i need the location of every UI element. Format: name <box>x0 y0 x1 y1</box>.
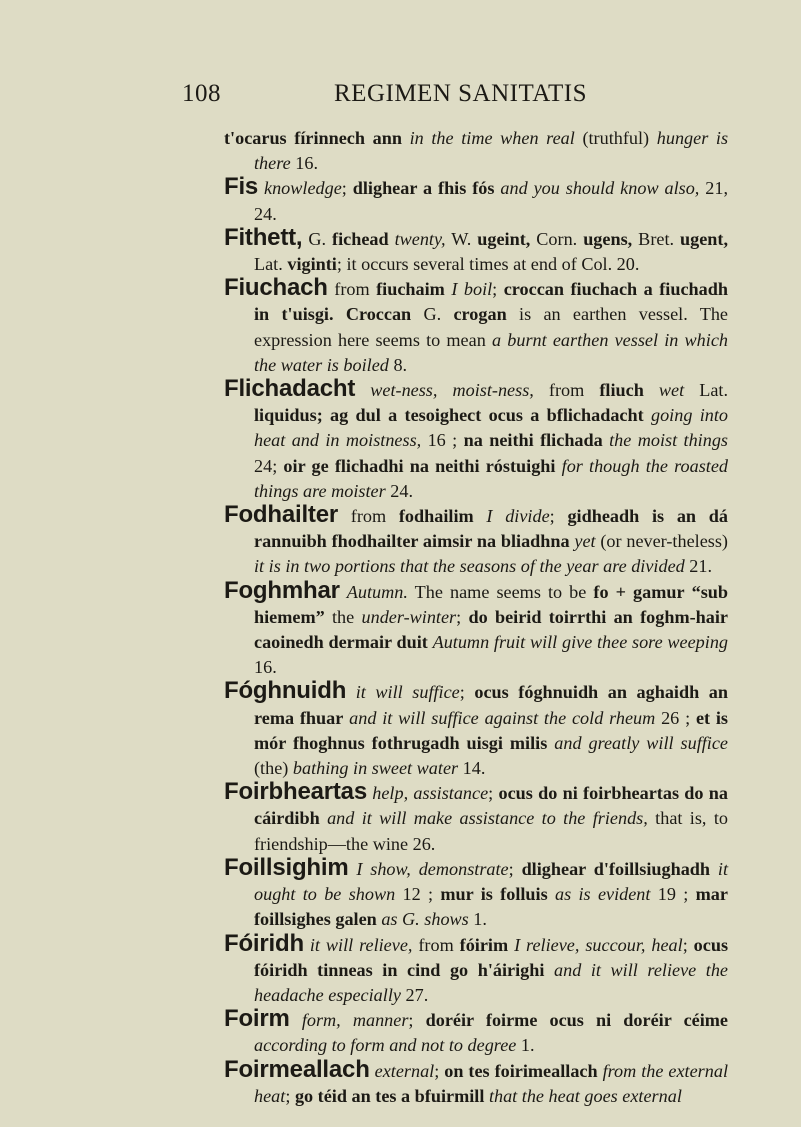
irish-text: crogan <box>453 304 507 325</box>
entry-text: from <box>533 380 600 401</box>
entry-text: ; <box>492 279 504 300</box>
irish-text: mar foillsighes galen <box>254 884 728 930</box>
entry-text: from <box>338 506 399 527</box>
irish-text: ugeint, <box>477 228 531 249</box>
irish-text: oir ge flichadhi na neithi róstuighi <box>283 455 556 476</box>
entry-text <box>474 506 487 526</box>
irish-text: fo + gamur <box>593 581 685 602</box>
english-gloss: hunger is there <box>254 128 729 174</box>
glossary-entry <box>224 778 728 857</box>
headword: Foirm <box>224 1005 290 1033</box>
irish-text: fóirim <box>459 934 509 955</box>
headword: Foillsighim <box>224 853 349 881</box>
english-gloss: knowledge <box>264 178 342 199</box>
entry-text: 12 ; <box>395 884 441 905</box>
english-gloss: and you should know also, <box>500 178 700 199</box>
irish-text: dlighear a fhis fós <box>352 178 495 199</box>
entry-text: Lat. <box>254 254 288 275</box>
entry-text: G. <box>411 304 454 325</box>
headword: Fis <box>224 173 259 201</box>
glossary-entry <box>224 501 729 580</box>
irish-text: fodhailim <box>398 506 474 527</box>
headword: Fithett, <box>224 223 303 251</box>
irish-text: fliuch <box>599 380 644 401</box>
irish-text: mur is folluis <box>440 884 548 905</box>
entry-text: from <box>412 934 460 955</box>
irish-text: liquidus; ag dul a tesoighect ocus a bflichadacht <box>254 405 644 426</box>
glossary-entry <box>224 223 729 277</box>
entry-text: (the) <box>254 758 293 779</box>
english-gloss: under-winter <box>361 606 457 627</box>
english-gloss: it ought to be shown <box>254 858 729 905</box>
irish-text: ugent, <box>680 228 729 249</box>
irish-text: na neithi flichada <box>463 430 603 451</box>
irish-text: et is mór fhoghnus fothrugadh uisgi milis <box>254 707 729 753</box>
entry-text: 16. <box>254 657 277 678</box>
running-title: REGIMEN SANITATIS <box>334 80 588 107</box>
entry-text: ; it occurs several times at end of Col. 20. <box>336 254 640 275</box>
entry-text: The name seems to be <box>407 581 594 602</box>
english-gloss: I divide <box>486 506 550 527</box>
entry-text: is an earthen vessel. The expression here seems to mean <box>254 304 729 350</box>
entry-text: 27. <box>400 984 429 1005</box>
entry-text <box>544 960 554 980</box>
english-gloss: and greatly will suffice <box>554 732 728 753</box>
english-gloss: the moist things <box>609 430 729 451</box>
entry-text <box>685 582 692 602</box>
entry-text: ; <box>434 1060 445 1081</box>
page-number: 108 <box>182 80 221 107</box>
irish-text: ocus fóghnuidh an aghaidh an rema fhuar <box>254 682 728 728</box>
entry-text: 16. <box>290 153 318 174</box>
english-gloss: wet <box>658 380 685 401</box>
glossary-entry <box>224 576 729 681</box>
headword: Flichadacht <box>224 375 356 403</box>
irish-text: fichead <box>332 228 389 249</box>
english-gloss: Autumn. <box>346 581 408 602</box>
english-gloss: and it will make assistance to the friends, <box>327 808 648 829</box>
entry-text <box>346 682 356 702</box>
english-gloss: according to form and not to degree <box>254 1035 517 1056</box>
entry-text: ; <box>682 934 694 955</box>
english-gloss: from the external heat <box>254 1060 728 1106</box>
entry-text: ; <box>456 606 469 627</box>
irish-text: dlighear d'foillsiughadh <box>521 858 711 879</box>
entry-text: ; <box>341 178 353 199</box>
glossary-entries <box>224 126 728 1109</box>
headword: Fodhailter <box>224 501 339 529</box>
entry-text: Lat. <box>684 380 729 401</box>
entry-text: that is, to friendship—the wine 26. <box>254 808 728 854</box>
entry-text: Bret. <box>632 228 681 249</box>
glossary-entry <box>224 677 729 781</box>
entry-text: W. <box>445 228 478 249</box>
entry-text: 16 ; <box>421 430 464 451</box>
page-header <box>182 80 651 114</box>
entry-text: ; <box>508 858 522 879</box>
glossary-entry <box>224 1005 729 1058</box>
english-gloss: for though the roasted things are moister <box>254 455 728 501</box>
english-gloss: it will relieve, <box>309 934 413 955</box>
entry-text: 21. <box>684 556 713 577</box>
irish-text: on tes foirimeallach <box>444 1060 598 1081</box>
english-gloss: yet <box>574 531 596 552</box>
headword: Fóghnuidh <box>224 677 347 705</box>
irish-text: do beirid toirrthi an foghm-hair caoinedh dermair duit <box>254 606 728 653</box>
irish-text: ocus fóiridh tinneas in cind go h'áirighi <box>254 934 729 980</box>
english-gloss: Autumn fruit will give thee sore weeping <box>432 632 729 653</box>
glossary-entry <box>224 375 729 504</box>
glossary-entry <box>224 929 729 1009</box>
entry-text: ; <box>549 506 568 527</box>
english-gloss: going into heat and in moistness, <box>254 405 729 451</box>
headword: Foirbheartas <box>224 778 367 806</box>
english-gloss: bathing in sweet water <box>292 758 459 779</box>
english-gloss: it will suffice <box>355 682 460 703</box>
english-gloss: and it will suffice against the cold rheum <box>349 707 656 728</box>
entry-text: 14. <box>458 758 486 779</box>
irish-text: ocus do ni foirbheartas do na cáirdibh <box>254 783 728 829</box>
entry-text: 8. <box>388 354 408 375</box>
english-gloss: it is in two portions that the seasons of the year are divided <box>254 556 685 577</box>
english-gloss: in the time when real <box>409 128 575 148</box>
entry-text: ; <box>459 682 475 703</box>
english-gloss: a burnt earthen vessel in which the water is boiled <box>254 329 728 375</box>
entry-text: 24. <box>385 480 413 501</box>
english-gloss: as is evident <box>555 884 651 905</box>
headword: Fiuchach <box>224 274 328 302</box>
glossary-entry <box>224 274 729 378</box>
english-gloss: I relieve, succour, heal <box>514 934 683 955</box>
headword: Foirmeallach <box>224 1055 370 1083</box>
entry-text: 26 ; <box>655 707 696 728</box>
irish-text: viginti <box>287 254 337 275</box>
entry-text <box>644 380 659 400</box>
english-gloss: I show, demonstrate <box>356 858 509 879</box>
glossary-entry <box>224 173 729 226</box>
entry-text <box>290 1010 302 1030</box>
headword: Fóiridh <box>224 929 304 957</box>
entry-text: ; <box>488 783 499 804</box>
irish-text: gidheadh is an dá rannuibh fhodhailter aimsir na bliadhna <box>254 506 729 552</box>
entry-text <box>355 380 370 400</box>
entry-text: 21, 24. <box>254 178 729 224</box>
irish-text: croccan fiuchach a fiuchadh in t'uisgi. Croccan <box>254 279 728 325</box>
entry-text: Corn. <box>530 228 584 249</box>
entry-text: ; <box>408 1010 426 1031</box>
english-gloss: twenty, <box>394 228 446 249</box>
english-gloss: help, assistance <box>372 783 489 804</box>
irish-text: “sub hiemem” <box>254 581 729 627</box>
entry-text: 24; <box>254 455 284 476</box>
glossary-entry <box>224 853 729 933</box>
entry-text <box>320 808 327 828</box>
entry-text <box>710 859 718 879</box>
entry-text: G. <box>302 228 333 249</box>
entry-text: (or never-theless) <box>595 531 728 552</box>
irish-text: go téid an tes a bfuirmill <box>294 1085 485 1106</box>
english-gloss: and it will relieve the headache especially <box>254 959 729 1005</box>
entry-text <box>402 128 410 148</box>
entry-text <box>548 884 555 904</box>
english-gloss: that the heat goes external <box>488 1085 682 1106</box>
entry-text: the <box>324 606 362 627</box>
entry-text <box>340 582 347 602</box>
entry-text: (truthful) <box>574 128 657 148</box>
english-gloss: external <box>374 1060 435 1081</box>
glossary-entry <box>224 126 728 176</box>
irish-text: doréir foirme ocus ni doréir céime <box>425 1010 729 1031</box>
headword: Foghmhar <box>224 576 340 604</box>
entry-text: 19 ; <box>650 884 696 905</box>
entry-text: ; <box>285 1085 295 1106</box>
english-gloss: wet-ness, moist-ness, <box>370 380 534 401</box>
entry-text: 1. <box>468 909 487 930</box>
english-gloss: I boil <box>451 279 493 300</box>
irish-text: ugens, <box>583 228 633 249</box>
glossary-entry <box>224 1055 728 1109</box>
english-gloss: as G. shows <box>381 909 469 930</box>
irish-text: fiuchaim <box>376 279 445 300</box>
irish-text: t'ocarus fírinnech ann <box>224 128 402 148</box>
entry-text: from <box>327 279 377 300</box>
entry-text: 1. <box>516 1035 535 1056</box>
entry-text <box>644 405 651 425</box>
english-gloss: form, manner <box>301 1010 409 1031</box>
